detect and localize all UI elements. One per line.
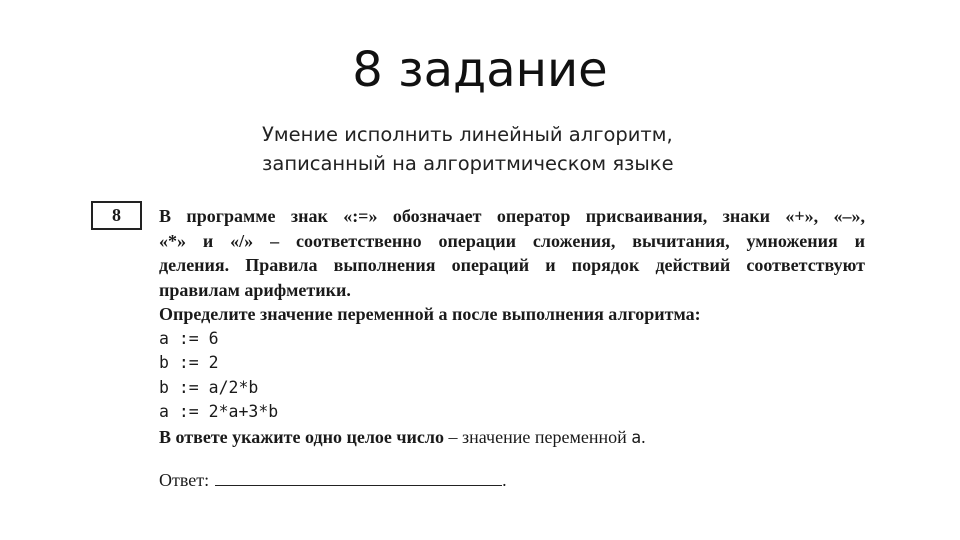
answer-blank-line[interactable] xyxy=(215,469,502,486)
instruction-variable: a xyxy=(631,427,642,447)
task-description xyxy=(159,204,865,302)
answer-instruction xyxy=(159,425,865,451)
instruction-suffix: – значение переменной xyxy=(444,426,632,447)
description-line: деления. Правила выполнения операций и порядок действий соответствуют xyxy=(159,255,865,275)
slide-subtitle xyxy=(262,120,782,178)
algorithm-code xyxy=(159,327,865,425)
task-question: Определите значение переменной a после выполнения алгоритма: xyxy=(159,304,701,324)
code-line: a := 2*a+3*b xyxy=(159,402,279,421)
subtitle-line: записанный на алгоритмическом языке xyxy=(262,152,674,175)
task-number-box: 8 xyxy=(91,201,142,230)
description-line: правилам арифметики. xyxy=(159,279,351,300)
code-line: b := a/2*b xyxy=(159,377,259,397)
subtitle-line: Умение исполнить линейный алгоритм, xyxy=(262,123,673,146)
answer-label: Ответ: xyxy=(159,470,210,490)
slide-title: 8 задание xyxy=(352,42,608,98)
answer-end: . xyxy=(502,470,507,490)
description-line: «*» и «/» – соответственно операции сложения, вычитания, умножения и xyxy=(159,230,865,251)
description-line: В программе знак «:=» обозначает оператор присваивания, знаки «+», «–», xyxy=(159,206,865,226)
code-line: a := 6 xyxy=(159,328,219,348)
answer-row xyxy=(159,468,507,492)
instruction-end: . xyxy=(641,426,646,447)
task-body xyxy=(159,204,865,450)
instruction-prefix: В ответе укажите одно целое число xyxy=(159,426,445,447)
code-line: b := 2 xyxy=(159,353,219,372)
